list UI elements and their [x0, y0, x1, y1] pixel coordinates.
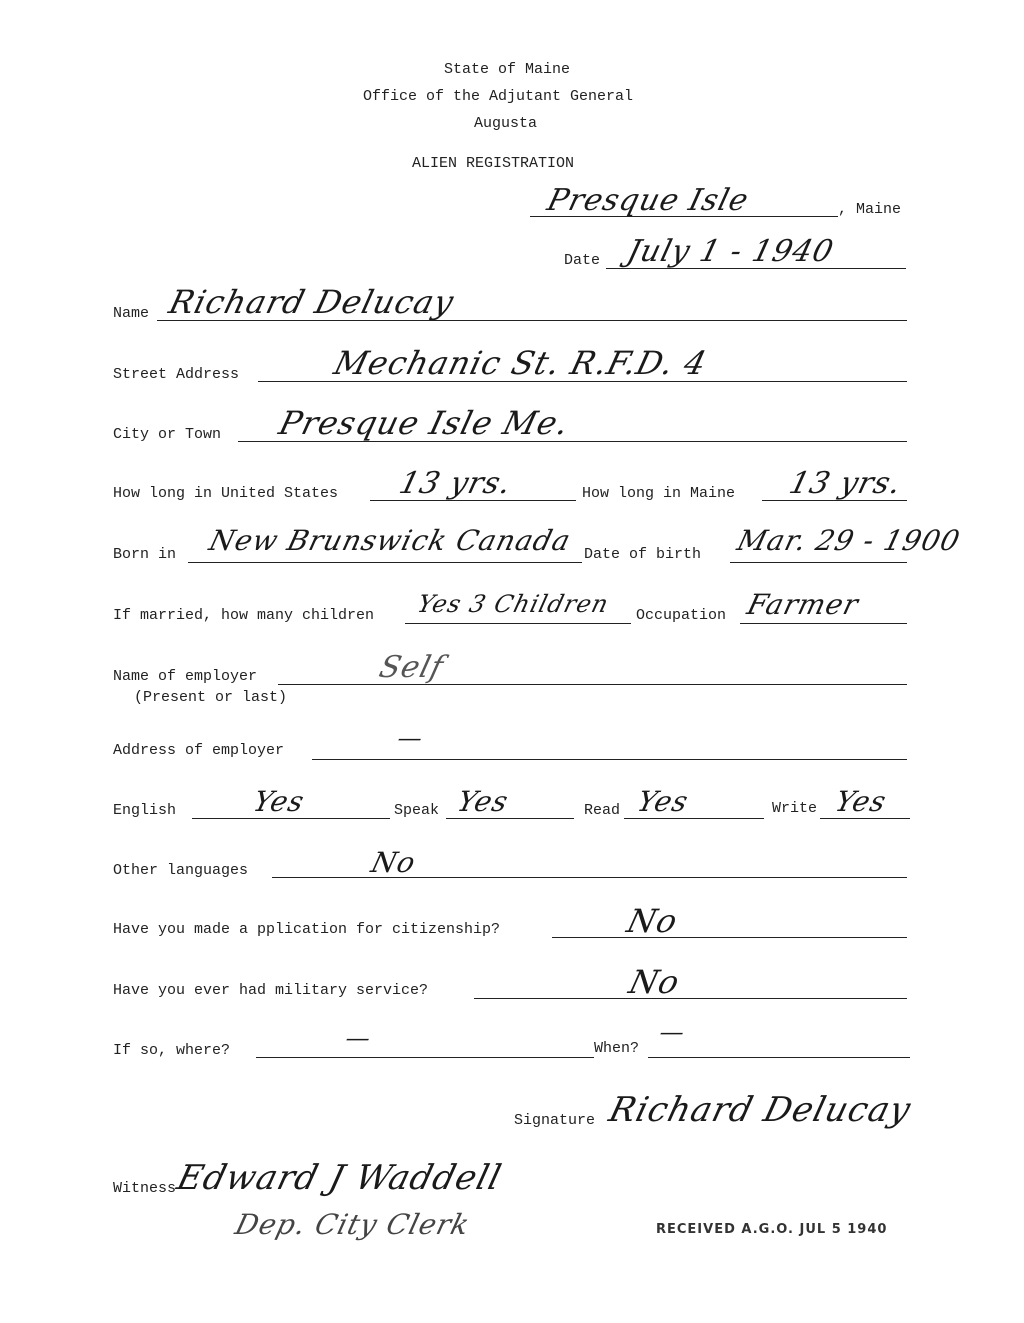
- english-line: [192, 818, 390, 819]
- employer-line: [278, 684, 907, 685]
- born-in-entry: New Brunswick Canada: [205, 524, 575, 557]
- form-title: ALIEN REGISTRATION: [412, 155, 575, 172]
- military-entry: No: [625, 963, 685, 1001]
- other-languages-label: Other languages: [113, 862, 249, 879]
- read-label: Read: [584, 802, 621, 819]
- born-in-label: Born in: [113, 546, 177, 563]
- place-entry: Presque Isle: [543, 183, 753, 218]
- witness-label: Witness: [113, 1180, 177, 1197]
- read-line: [624, 818, 764, 819]
- speak-label: Speak: [394, 802, 440, 819]
- military-label: Have you ever had military service?: [113, 982, 429, 999]
- signature-label: Signature: [514, 1112, 596, 1129]
- citizenship-label: Have you made a pplication for citizenship?: [113, 921, 501, 938]
- how-long-maine-entry: 13 yrs.: [785, 466, 906, 501]
- witness-name: Edward J Waddell: [173, 1158, 506, 1198]
- write-entry: Yes: [831, 785, 891, 818]
- how-long-us-label: How long in United States: [113, 485, 339, 502]
- witness-title: Dep. City Clerk: [231, 1208, 474, 1241]
- header-office: Office of the Adjutant General: [363, 88, 634, 105]
- state-suffix: , Maine: [838, 201, 902, 218]
- english-entry: Yes: [249, 785, 309, 818]
- children-entry: Yes 3 Children: [414, 590, 612, 618]
- employer-label: Name of employer: [113, 668, 258, 685]
- occupation-entry: Farmer: [743, 588, 863, 621]
- where-label: If so, where?: [113, 1042, 231, 1059]
- children-label: If married, how many children: [113, 607, 375, 624]
- when-entry: —: [656, 1018, 689, 1046]
- signature-entry: Richard Delucay: [605, 1090, 916, 1130]
- born-in-line: [188, 562, 582, 563]
- employer-address-entry: —: [394, 724, 427, 752]
- write-line: [820, 818, 910, 819]
- name-label: Name: [113, 305, 150, 322]
- write-label: Write: [772, 800, 818, 817]
- how-long-us-entry: 13 yrs.: [395, 466, 516, 501]
- employer-entry: Self: [375, 650, 448, 685]
- date-of-birth-label: Date of birth: [584, 546, 702, 563]
- place-line: [530, 216, 838, 217]
- citizenship-line: [552, 937, 907, 938]
- speak-line: [446, 818, 574, 819]
- occupation-line: [740, 623, 907, 624]
- when-label: When?: [594, 1040, 640, 1057]
- date-of-birth-line: [730, 562, 907, 563]
- employer-sublabel: (Present or last): [134, 689, 288, 706]
- date-label: Date: [564, 252, 601, 269]
- header-city: Augusta: [474, 115, 538, 132]
- how-long-maine-label: How long in Maine: [582, 485, 736, 502]
- where-entry: —: [342, 1024, 375, 1052]
- speak-entry: Yes: [453, 785, 513, 818]
- when-line: [648, 1057, 910, 1058]
- english-label: English: [113, 802, 177, 819]
- children-line: [405, 623, 631, 624]
- received-stamp: RECEIVED A.G.O. JUL 5 1940: [656, 1222, 888, 1237]
- read-entry: Yes: [633, 785, 693, 818]
- where-line: [256, 1057, 594, 1058]
- occupation-label: Occupation: [636, 607, 727, 624]
- street-address-entry: Mechanic St. R.F.D. 4: [330, 344, 711, 382]
- date-entry: July 1 - 1940: [623, 234, 838, 269]
- city-entry: Presque Isle Me.: [275, 404, 574, 442]
- citizenship-entry: No: [623, 902, 683, 940]
- city-label: City or Town: [113, 426, 222, 443]
- military-line: [474, 998, 907, 999]
- date-of-birth-entry: Mar. 29 - 1900: [733, 524, 964, 557]
- header-state: State of Maine: [444, 61, 571, 78]
- employer-address-line: [312, 759, 907, 760]
- street-address-label: Street Address: [113, 366, 240, 383]
- name-entry: Richard Delucay: [165, 283, 459, 321]
- employer-address-label: Address of employer: [113, 742, 285, 759]
- other-languages-entry: No: [367, 846, 420, 879]
